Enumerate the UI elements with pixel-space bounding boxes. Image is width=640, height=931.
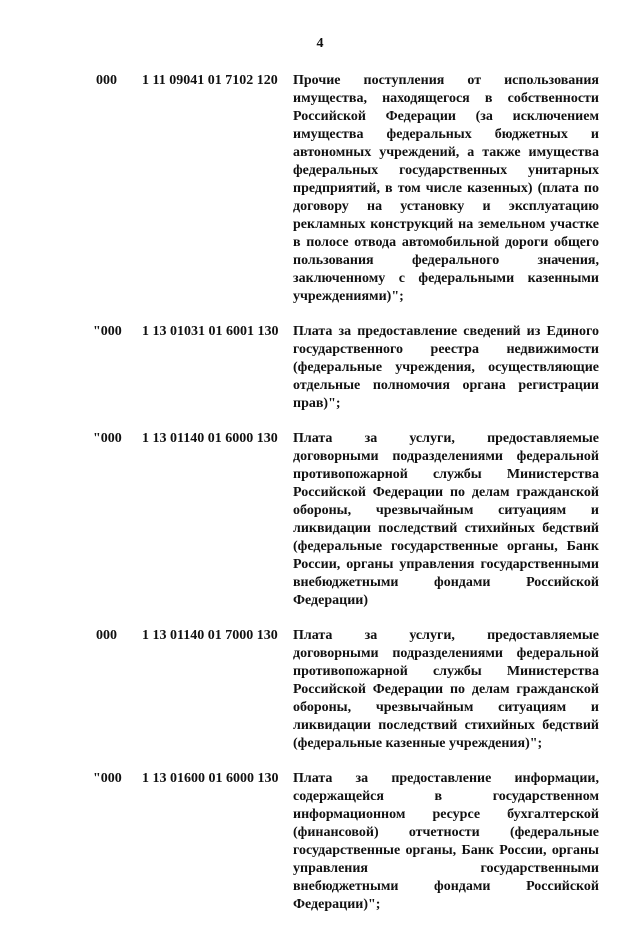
administrator-code: 000: [96, 628, 117, 643]
revenue-entry: [0, 72, 640, 306]
revenue-entry: [0, 770, 640, 914]
administrator-code: "000: [93, 324, 122, 339]
administrator-code: "000: [93, 431, 122, 446]
budget-classification-code: 1 13 01031 01 6001 130: [142, 324, 279, 339]
budget-classification-code: 1 13 01600 01 6000 130: [142, 771, 279, 786]
administrator-code: 000: [96, 73, 117, 88]
revenue-description: Плата за предоставление сведений из Единого государственного реестра недвижимости (федеральные учреждения, осуществляющие отдельные полномочия органа регистрации прав)";: [293, 324, 599, 411]
budget-classification-code: 1 11 09041 01 7102 120: [142, 73, 278, 88]
revenue-description: Плата за услуги, предоставляемые договорными подразделениями федеральной противопожарной службы Министерства Российской Федерации по делам гражданской обороны, чрезвычайным ситуациям и ликвидации последствий стихийных бедствий (федеральные казенные учреждения)";: [293, 628, 599, 751]
budget-classification-code: 1 13 01140 01 7000 130: [142, 628, 278, 643]
revenue-description: Плата за предоставление информации, содержащейся в государственном информационном ресурсе бухгалтерской (финансовой) отчетности (федеральные государственные органы, Банк России, органы управления государственными внебюджетными фондами Российской Федерации)";: [293, 771, 599, 912]
revenue-description: Прочие поступления от использования имущества, находящегося в собственности Российской Федерации (за исключением имущества федеральных бюджетных и автономных учреждений, а также имущества федеральных государственных унитарных предприятий, в том числе казенных) (плата по договору на установку и эксплуатацию рекламных конструкций на земельном участке в полосе отвода автомобильной дороги общего пользования федерального значения, заключенному с федеральными казенными учреждениями)";: [293, 73, 599, 304]
administrator-code: "000: [93, 771, 122, 786]
revenue-entry: [0, 430, 640, 610]
revenue-entry: [0, 627, 640, 753]
page-number: 4: [316, 36, 324, 51]
revenue-description: Плата за услуги, предоставляемые договорными подразделениями федеральной противопожарной службы Министерства Российской Федерации по делам гражданской обороны, чрезвычайным ситуациям и ликвидации последствий стихийных бедствий (федеральные государственные органы, Банк России, органы управления государственными внебюджетными фондами Российской Федерации): [293, 431, 599, 608]
revenue-code-list: [0, 72, 640, 931]
budget-classification-code: 1 13 01140 01 6000 130: [142, 431, 278, 446]
revenue-entry: [0, 323, 640, 413]
